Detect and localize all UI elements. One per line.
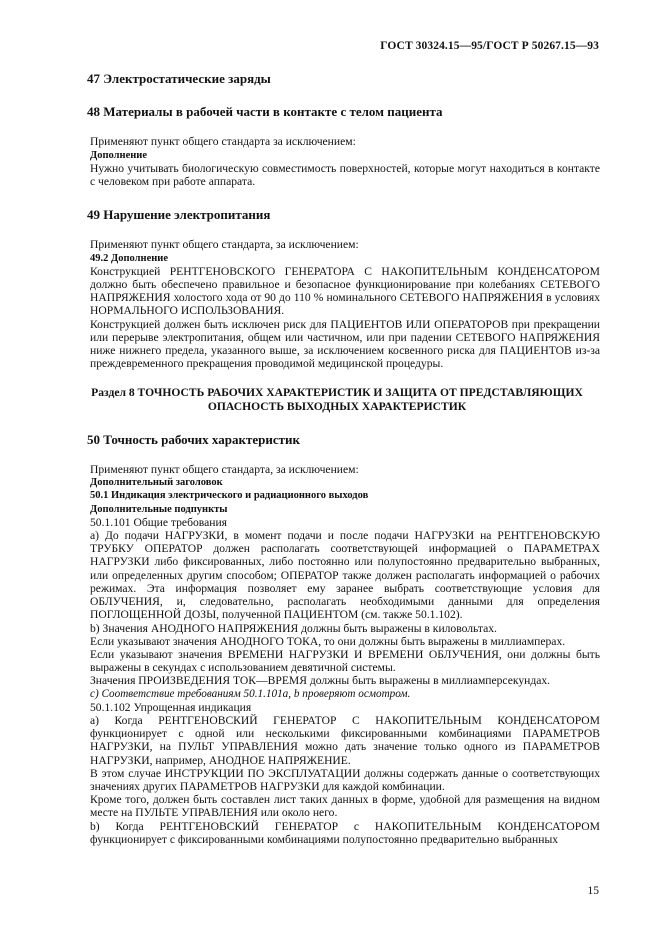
s48-intro: Применяют пункт общего стандарта за исключением: [90,135,356,149]
s49-paragraph-2: Конструкцией должен быть исключен риск для ПАЦИЕНТОВ ИЛИ ОПЕРАТОРОВ при прекращении или перерыве электропитания, общем или частичном, или при падении СЕТЕВОГО НАПРЯЖЕНИЯ ниже нижнего предела, указанного выше, за исключением косвенного риска для ПАЦИЕНТОВ из-за преждевременного прекращения проводимой медицинской процедуры. [90,317,600,371]
section-50-heading: 50 Точность рабочих характеристик [87,431,300,447]
s48-addition-label: Дополнение [90,149,147,161]
s50-1-102-heading: 50.1.102 Упрощенная индикация [90,700,252,714]
s50-item-b-current: Если указывают значения АНОДНОГО ТОКА, то они должны быть выражены в миллиамперах. [90,634,566,648]
s49-addition-label: 49.2 Дополнение [90,252,168,264]
part-8-heading: Раздел 8 ТОЧНОСТЬ РАБОЧИХ ХАРАКТЕРИСТИК И ЗАЩИТА ОТ ПРЕДСТАВЛЯЮЩИХ ОПАСНОСТЬ ВЫХОДНЫХ ХАРАКТЕРИСТИК [91,386,583,413]
s50-item-c: с) Соответствие требованиям 50.1.101а, b проверяют осмотром. [90,687,411,700]
s49-paragraph-1: Конструкцией РЕНТГЕНОВСКОГО ГЕНЕРАТОРА С НАКОПИТЕЛЬНЫМ КОНДЕНСАТОРОМ должно быть обеспечено правильное и безопасное функционирование при колебаниях СЕТЕВОГО НАПРЯЖЕНИЯ холостого хода от 90 до 110 % номинального СЕТЕВОГО НАПРЯЖЕНИЯ в условиях НОРМАЛЬНОГО ИСПОЛЬЗОВАНИЯ. [90,264,600,318]
section-47-heading: 47 Электростатические заряды [87,71,271,86]
s50-item-b-mas: Значения ПРОИЗВЕДЕНИЯ ТОК—ВРЕМЯ должны быть выражены в миллиамперсекундах. [90,674,551,688]
s50-1-heading: 50.1 Индикация электрического и радиационного выходов [90,490,369,502]
s50-102-item-a-instructions: В этом случае ИНСТРУКЦИИ ПО ЭКСПЛУАТАЦИИ должны содержать данные о соответствующих значениях других ПАРАМЕТРОВ НАГРУЗКИ для каждой комбинации. [90,766,600,793]
section-48-heading: 48 Материалы в рабочей части в контакте с телом пациента [87,104,443,120]
running-header: ГОСТ 30324.15—95/ГОСТ Р 50267.15—93 [380,40,599,52]
s50-item-b: b) Значения АНОДНОГО НАПРЯЖЕНИЯ должны быть выражены в киловольтах. [90,621,497,635]
page-number: 15 [587,885,599,897]
s50-item-a: а) До подачи НАГРУЗКИ, в момент подачи и после подачи НАГРУЗКИ на РЕНТГЕНОВСКУЮ ТРУБКУ ОПЕРАТОР должен располагать соответствующей информацией о ПАРАМЕТРАХ НАГРУЗКИ либо фиксированных, либо постоянно или полупостоянно предварительно выбранных, или определенных другим способом; ОПЕРАТОР также должен располагать информацией о рабочих режимах. Эта информация позволяет ему заранее выбрать соответствующие условия для ОБЛУЧЕНИЯ, и, следовательно, располагать необходимыми данными для определения ПОГЛОЩЕННОЙ ДОЗЫ, полученной ПАЦИЕНТОМ (см. также 50.1.102). [90,529,600,622]
section-49-heading: 49 Нарушение электропитания [87,207,271,223]
s48-text: Нужно учитывать биологическую совместимость поверхностей, которые могут находиться в контакте с человеком при работе аппарата. [90,161,600,189]
s50-102-item-a: а) Когда РЕНТГЕНОВСКИЙ ГЕНЕРАТОР С НАКОПИТЕЛЬНЫМ КОНДЕНСАТОРОМ функционирует с одной или несколькими фиксированными комбинациями ПАРАМЕТРОВ НАГРУЗКИ, на ПУЛЬТ УПРАВЛЕНИЯ можно дать значение только одного из ПАРАМЕТРОВ НАГРУЗКИ, например, АНОДНОЕ НАПРЯЖЕНИЕ. [90,713,600,767]
s49-intro: Применяют пункт общего стандарта, за исключением: [90,238,359,252]
page-content [87,70,600,846]
s50-1-101-heading: 50.1.101 Общие требования [90,515,227,529]
s50-intro: Применяют пункт общего стандарта, за исключением: [90,463,359,477]
s50-102-item-a-sheet: Кроме того, должен быть составлен лист таких данных в форме, удобной для размещения на видном месте на ПУЛЬТЕ УПРАВЛЕНИЯ или около него. [90,793,600,820]
s50-102-item-b: b) Когда РЕНТГЕНОВСКИЙ ГЕНЕРАТОР с НАКОПИТЕЛЬНЫМ КОНДЕНСАТОРОМ функционирует с фиксированными комбинациями полупостоянно предварительно выбранных [90,819,600,846]
s50-additional-subclauses-label: Дополнительные подпункты [90,503,228,515]
s50-item-b-time: Если указывают значения ВРЕМЕНИ НАГРУЗКИ И ВРЕМЕНИ ОБЛУЧЕНИЯ, они должны быть выражены в секундах с использованием девятичной системы. [90,647,600,675]
s50-additional-heading-label: Дополнительный заголовок [90,477,223,489]
